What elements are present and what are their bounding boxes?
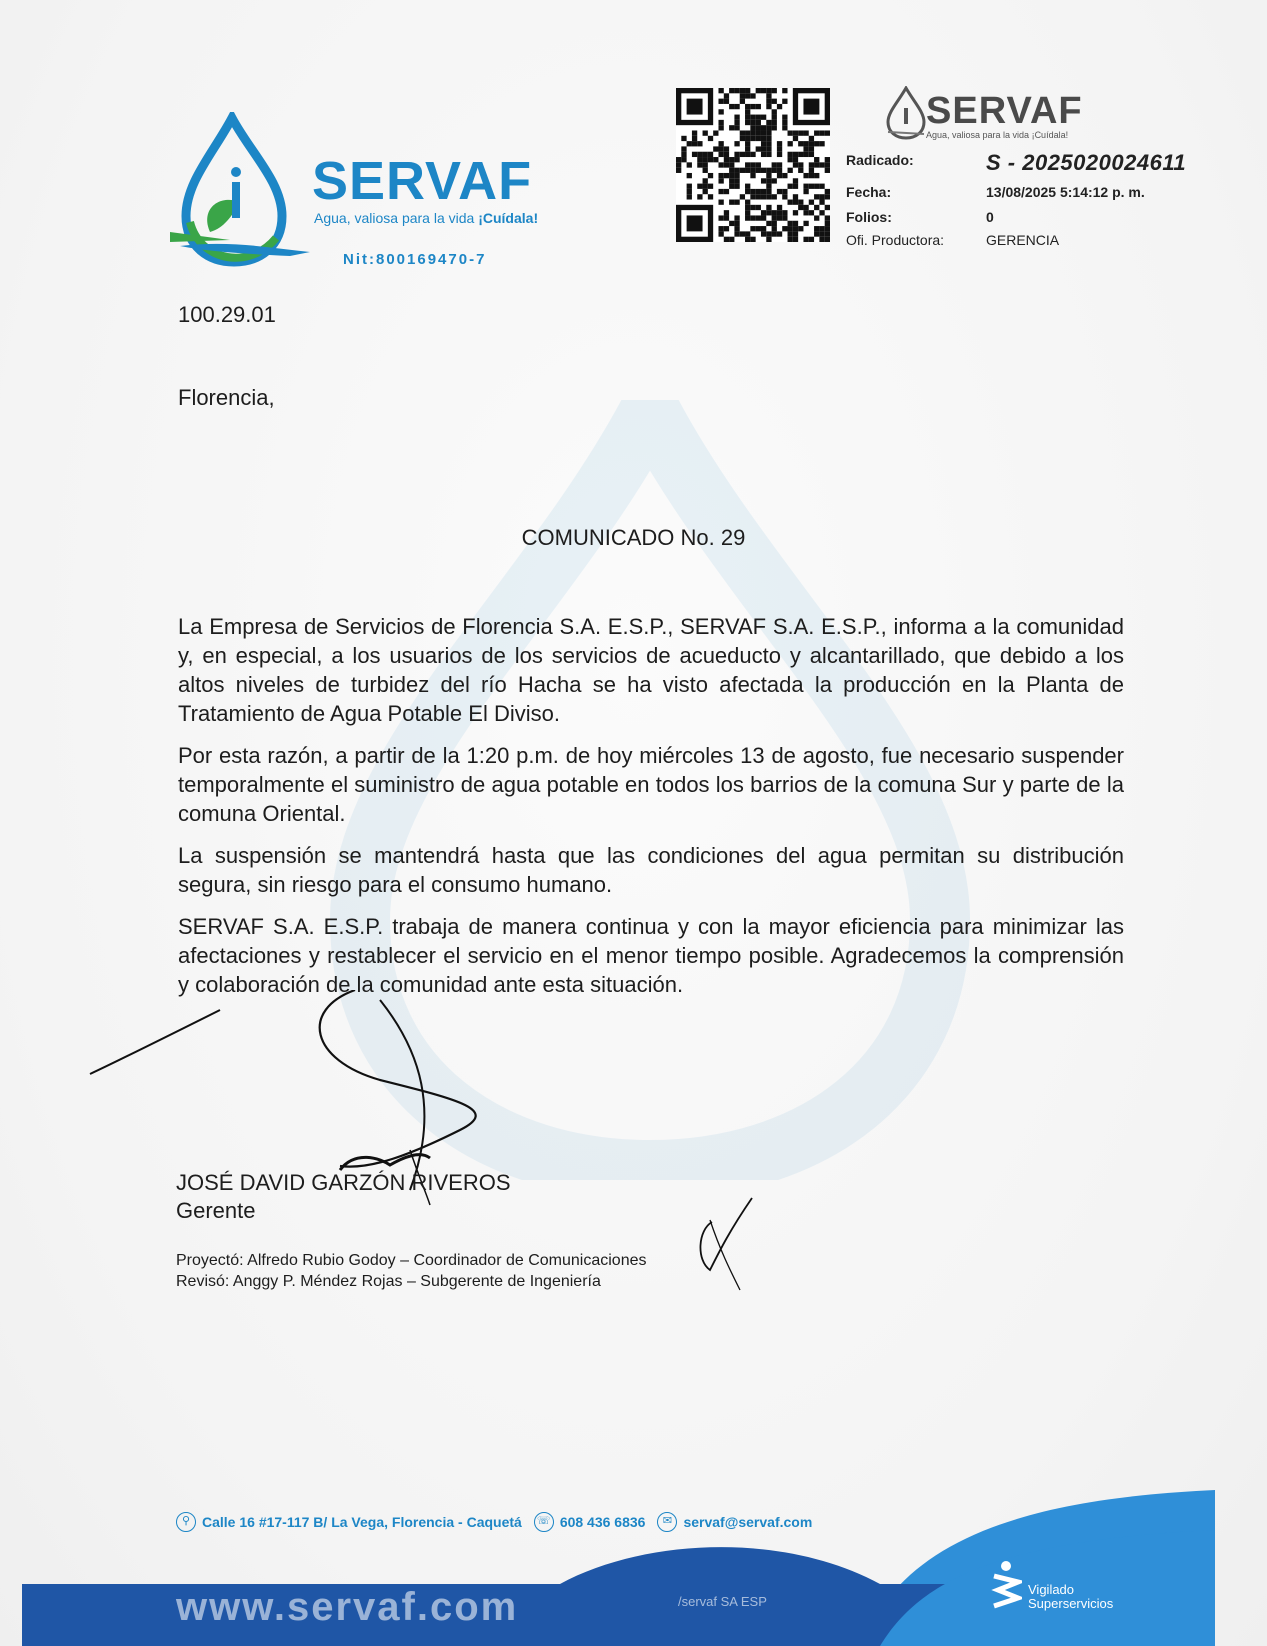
fecha-label: Fecha:: [846, 184, 892, 200]
fecha-value: 13/08/2025 5:14:12 p. m.: [986, 184, 1145, 200]
stamp-brand-name: SERVAF: [926, 90, 1083, 132]
phone-icon: ☏: [534, 1512, 554, 1532]
oficina-value: GERENCIA: [986, 232, 1060, 248]
signer-role: Gerente: [176, 1198, 256, 1223]
logo-nit: Nit:800169470-7: [343, 251, 487, 268]
qr-code-icon: [676, 88, 830, 242]
document-credits: [176, 1250, 647, 1292]
body-paragraph: La suspensión se mantendrá hasta que las condiciones del agua permitan su distribución segura, sin riesgo para el consumo humano.: [178, 843, 1124, 897]
footer-address: Calle 16 #17-117 B/ La Vega, Florencia - Caquetá: [202, 1514, 522, 1530]
body-paragraph: Por esta razón, a partir de la 1:20 p.m. de hoy miércoles 13 de agosto, fue necesario suspender temporalmente el suministro de agua potable en todos los barrios de la comuna Sur y parte de la comuna Oriental.: [178, 743, 1124, 826]
document-body: [178, 612, 1124, 1012]
folios-label: Folios:: [846, 209, 892, 225]
location-pin-icon: ⚲: [176, 1512, 196, 1532]
logo-brand-name: SERVAF: [312, 151, 533, 211]
superservicios-icon: [988, 1560, 1022, 1612]
vigilado-line1: Vigilado: [1028, 1582, 1075, 1597]
footer-social[interactable]: /servaf SA ESP: [678, 1594, 767, 1609]
stamp-tagline: Agua, valiosa para la vida ¡Cuídala!: [926, 130, 1069, 140]
radicado-value: S - 2025020024611: [986, 150, 1187, 175]
document-title: COMUNICADO No. 29: [521, 525, 746, 550]
document-city: Florencia,: [178, 385, 275, 410]
body-paragraph: La Empresa de Servicios de Florencia S.A. E.S.P., SERVAF S.A. E.S.P., informa a la comunidad y, en especial, a los usuarios de los servicios de acueducto y alcantarillado, que debido a los altos niveles de turbidez del río Hacha se ha visto afectada la producción en la Planta de Tratamiento de Agua Potable El Diviso.: [178, 614, 1124, 726]
footer-email[interactable]: servaf@servaf.com: [683, 1514, 813, 1530]
folios-value: 0: [986, 209, 994, 225]
signer-name: JOSÉ DAVID GARZÓN RIVEROS: [176, 1170, 511, 1195]
body-paragraph: SERVAF S.A. E.S.P. trabaja de manera continua y con la mayor eficiencia para minimizar las afectaciones y restablecer el servicio en el menor tiempo posible. Agradecemos la comprensión y colaboración de la comunidad ante esta situación.: [178, 914, 1124, 997]
footer-website[interactable]: www.servaf.com: [176, 1585, 519, 1629]
oficina-label: Ofi. Productora:: [846, 232, 945, 248]
logo-tagline-emphasis: ¡Cuídala!: [478, 210, 539, 226]
footer-phone: 608 436 6836: [559, 1514, 646, 1530]
reviewed-by: Revisó: Anggy P. Méndez Rojas – Subgerente de Ingeniería: [176, 1273, 601, 1290]
vigilado-label: [1028, 1583, 1113, 1611]
logo-tagline: [314, 210, 538, 226]
document-reference: 100.29.01: [178, 302, 276, 327]
radicado-label: Radicado:: [846, 152, 914, 168]
projected-by: Proyectó: Alfredo Rubio Godoy – Coordinador de Comunicaciones: [176, 1252, 647, 1269]
logo-tagline-text: Agua, valiosa para la vida: [314, 210, 479, 226]
vigilado-line2: Superservicios: [1028, 1596, 1114, 1611]
envelope-icon: ✉: [657, 1512, 677, 1532]
footer-contact: [176, 1512, 812, 1532]
